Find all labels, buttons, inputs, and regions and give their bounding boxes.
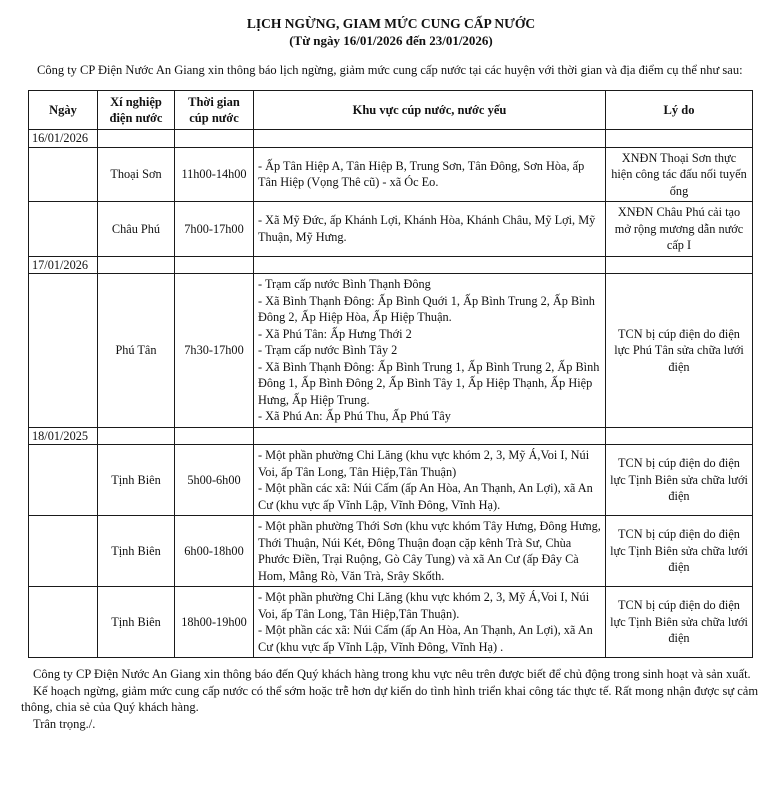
area-line: - Trạm cấp nước Bình Thạnh Đông: [258, 277, 431, 291]
column-header-time: Thời gian cúp nước: [175, 91, 254, 130]
branch-cell: Tịnh Biên: [98, 587, 175, 658]
area-line: - Xã Mỹ Đức, ấp Khánh Lợi, Khánh Hòa, Khánh Châu, Mỹ Lợi, Mỹ Thuận, Mỹ Hưng.: [258, 213, 596, 244]
area-cell: [254, 274, 606, 428]
column-header-date: Ngày: [29, 91, 98, 130]
area-line: - Xã Phú An: Ấp Phú Thu, Ấp Phú Tây: [258, 409, 451, 423]
area-line: - Một phần các xã: Núi Cấm (ấp An Hòa, An Thạnh, An Lợi), xã An Cư (khu vực ấp Vĩnh Lập, Vĩnh Đông, Vĩnh Hạ) .: [258, 623, 593, 654]
branch-cell: Phú Tân: [98, 274, 175, 428]
date-cell: 18/01/2025: [29, 427, 98, 445]
table-row: [29, 256, 753, 274]
reason-cell: TCN bị cúp điện do điện lực Tịnh Biên sửa chữa lưới điện: [606, 587, 753, 658]
area-line: - Một phần phường Chi Lăng (khu vực khóm 2, 3, Mỹ Á,Voi I, Núi Voi, ấp Tân Long, Tân Hiệp,Tân Thuận).: [258, 590, 590, 621]
area-line: - Ấp Tân Hiệp A, Tân Hiệp B, Trung Sơn, Tân Đông, Sơn Hòa, ấp Tân Hiệp (Vọng Thê cũ) - xã Óc Eo.: [258, 158, 585, 190]
table-row: [29, 587, 753, 658]
table-row: [29, 516, 753, 587]
branch-cell: Tịnh Biên: [98, 516, 175, 587]
column-header-branch: Xí nghiệp điện nước: [98, 91, 175, 130]
reason-cell: TCN bị cúp điện do điện lực Tịnh Biên sửa chữa lưới điện: [606, 445, 753, 516]
column-header-area: Khu vực cúp nước, nước yếu: [254, 91, 606, 130]
column-header-reason: Lý do: [606, 91, 753, 130]
table-row: [29, 202, 753, 257]
branch-cell: [98, 256, 175, 274]
table-row: [29, 427, 753, 445]
time-cell: [175, 256, 254, 274]
area-cell: [254, 256, 606, 274]
area-line: - Một phần phường Thới Sơn (khu vực khóm Tây Hưng, Đông Hưng, Thới Thuận, Núi Két, Đông Thuận đoạn cặp kênh Trà Sư, Chùa Phước Điền, Trại Ruộng, Gò Cây Tung) và xã An Cư (ấp Đây Cà Hom, Mằng Rò, Văn Trà, Srây Skốth.: [258, 519, 601, 583]
reason-cell: [606, 256, 753, 274]
date-cell: [29, 274, 98, 428]
time-cell: [175, 130, 254, 148]
reason-cell: [606, 130, 753, 148]
branch-cell: [98, 427, 175, 445]
area-cell: [254, 130, 606, 148]
reason-cell: [606, 427, 753, 445]
area-line: - Xã Bình Thạnh Đông: Ấp Bình Trung 1, Ấp Bình Trung 2, Ấp Bình Đông 1, Ấp Bình Đông 2, Ấp Bình Tây 1, Ấp Hiệp Thạnh, Ấp Hiệp Hưng, Ấp Hiệp Trung.: [258, 359, 600, 407]
area-line: - Một phần các xã: Núi Cấm (ấp An Hòa, An Thạnh, An Lợi), xã An Cư (khu vực ấp Vĩnh Lập, Vĩnh Đông, Vĩnh Hạ).: [258, 481, 593, 512]
date-cell: [29, 587, 98, 658]
reason-cell: XNĐN Châu Phú cải tạo mở rộng mương dẫn nước cấp I: [606, 202, 753, 257]
area-line: - Xã Phú Tân: Ấp Hưng Thới 2: [258, 326, 412, 341]
schedule-table-body: [29, 130, 753, 658]
table-row: [29, 147, 753, 202]
table-row: [29, 445, 753, 516]
footer-note-disclaimer: Kế hoạch ngừng, giảm mức cung cấp nước có thể sớm hoặc trễ hơn dự kiến do tình hình triển khai công tác thực tế. Rất mong nhận được sự cảm thông, chia sẻ của Quý khách hàng.: [21, 683, 759, 714]
time-cell: 7h30-17h00: [175, 274, 254, 428]
date-cell: [29, 516, 98, 587]
branch-cell: [98, 130, 175, 148]
time-cell: 5h00-6h00: [175, 445, 254, 516]
date-cell: [29, 202, 98, 257]
area-line: - Một phần phường Chi Lăng (khu vực khóm 2, 3, Mỹ Á,Voi I, Núi Voi, ấp Tân Long, Tân Hiệp,Tân Thuận): [258, 448, 590, 479]
branch-cell: Thoại Sơn: [98, 147, 175, 202]
date-cell: [29, 445, 98, 516]
time-cell: 18h00-19h00: [175, 587, 254, 658]
reason-cell: XNĐN Thoại Sơn thực hiện công tác đấu nối tuyến ống: [606, 147, 753, 202]
table-header-row: [29, 91, 753, 130]
page-title: LỊCH NGỪNG, GIAM MỨC CUNG CẤP NƯỚC: [246, 16, 536, 31]
page-subtitle: (Từ ngày 16/01/2026 đến 23/01/2026): [289, 33, 493, 48]
area-cell: [254, 445, 606, 516]
date-cell: 17/01/2026: [29, 256, 98, 274]
table-row: [29, 130, 753, 148]
area-cell: [254, 427, 606, 445]
area-cell: [254, 587, 606, 658]
time-cell: 6h00-18h00: [175, 516, 254, 587]
area-cell: [254, 202, 606, 257]
branch-cell: Châu Phú: [98, 202, 175, 257]
time-cell: [175, 427, 254, 445]
date-cell: [29, 147, 98, 202]
intro-paragraph: Công ty CP Điện Nước An Giang xin thông báo lịch ngừng, giảm mức cung cấp nước tại các huyện với thời gian và địa điểm cụ thể như sau:: [37, 63, 743, 77]
area-cell: [254, 147, 606, 202]
schedule-table: [28, 90, 753, 658]
footer-notes: [21, 666, 763, 732]
area-cell: [254, 516, 606, 587]
time-cell: 7h00-17h00: [175, 202, 254, 257]
branch-cell: Tịnh Biên: [98, 445, 175, 516]
time-cell: 11h00-14h00: [175, 147, 254, 202]
date-cell: 16/01/2026: [29, 130, 98, 148]
footer-closing: Trân trọng./.: [33, 716, 96, 731]
area-line: - Xã Bình Thạnh Đông: Ấp Bình Quới 1, Ấp Bình Trung 2, Ấp Bình Đông 2, Ấp Hiệp Hòa, Ấp Hiệp Thuận.: [258, 293, 595, 324]
footer-note-audience: Công ty CP Điện Nước An Giang xin thông báo đến Quý khách hàng trong khu vực nêu trên được biết để chủ động trong sinh hoạt và sản xuất.: [33, 667, 751, 681]
area-line: - Trạm cấp nước Bình Tây 2: [258, 343, 398, 357]
reason-cell: TCN bị cúp điện do điện lực Phú Tân sửa chữa lưới điện: [606, 274, 753, 428]
reason-cell: TCN bị cúp điện do điện lực Tịnh Biên sửa chữa lưới điện: [606, 516, 753, 587]
table-row: [29, 274, 753, 428]
